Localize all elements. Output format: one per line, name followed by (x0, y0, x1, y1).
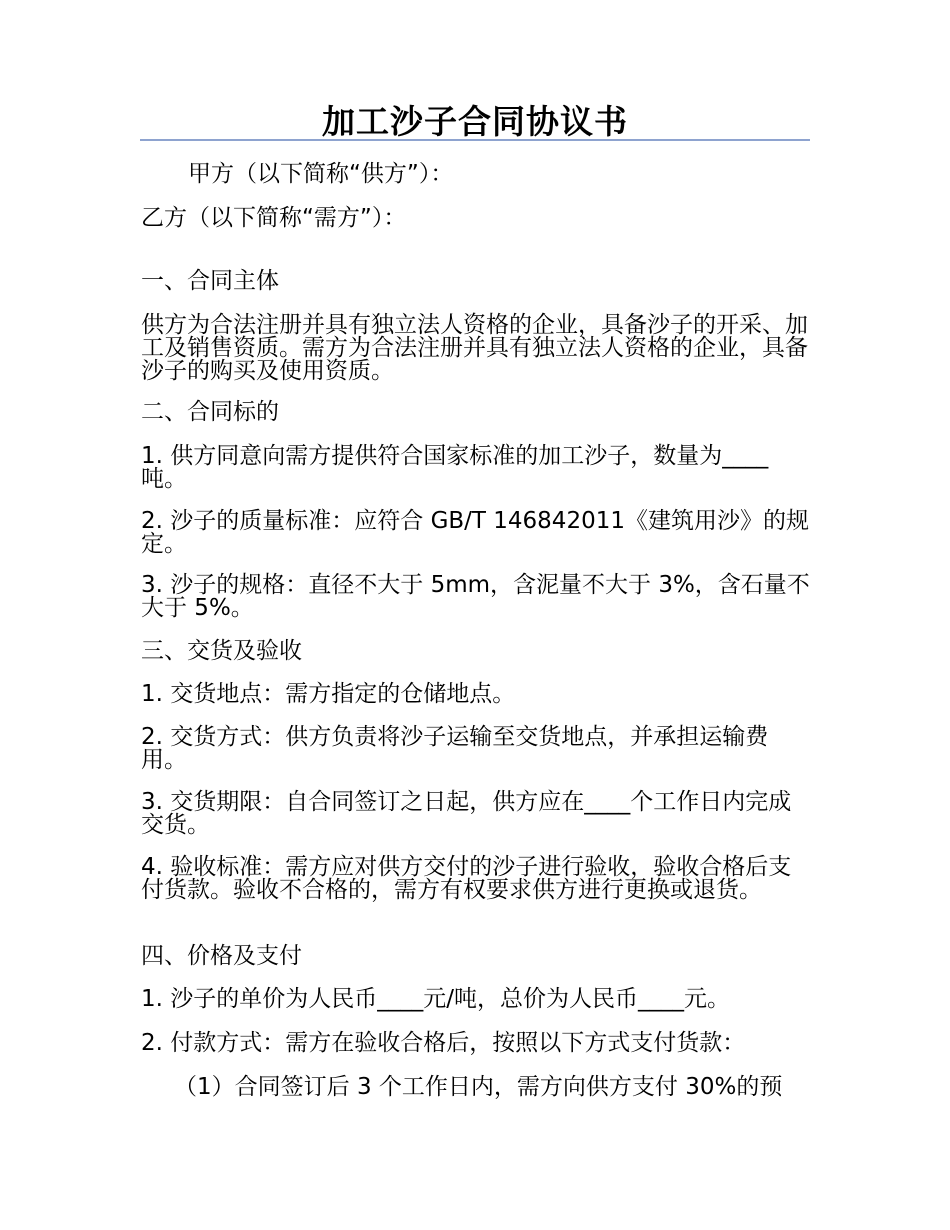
section-1-body: 供方为合法注册并具有独立法人资格的企业，具备沙子的开采、加工及销售资质。需方为合法注册并具有独立法人资格的企业，具备沙子的购买及使用资质。 (141, 312, 808, 384)
section-2-item-2: 2. 沙子的质量标准：应符合 GB/T 146842011《建筑用沙》的规定。 (141, 508, 809, 557)
section-4-item-2: 2. 付款方式：需方在验收合格后，按照以下方式支付货款： (141, 1030, 746, 1056)
section-2-heading: 二、合同标的 (141, 399, 279, 425)
section-4-item-2-sub-1: （1）合同签订后 3 个工作日内，需方向供方支付 30%的预 (174, 1074, 783, 1100)
section-2-item-3: 3. 沙子的规格：直径不大于 5mm，含泥量不大于 3%，含石量不大于 5%。 (141, 572, 810, 621)
section-3-item-4: 4. 验收标准：需方应对供方交付的沙子进行验收，验收合格后支付货款。验收不合格的，需方有权要求供方进行更换或退货。 (141, 854, 792, 903)
section-2-item-1: 1. 供方同意向需方提供符合国家标准的加工沙子，数量为____吨。 (141, 443, 769, 492)
section-3-item-2: 2. 交货方式：供方负责将沙子运输至交货地点，并承担运输费用。 (141, 724, 769, 773)
party-b-line: 乙方（以下简称“需方”）： (141, 205, 407, 231)
party-a-line: 甲方（以下简称“供方”）： (188, 161, 454, 187)
section-3-item-3: 3. 交货期限：自合同签订之日起，供方应在____个工作日内完成交货。 (141, 789, 792, 838)
section-4-heading: 四、价格及支付 (141, 943, 302, 969)
document-title: 加工沙子合同协议书 (322, 102, 628, 141)
title-underline (140, 139, 810, 141)
section-4-item-1: 1. 沙子的单价为人民币____元/吨，总价为人民币____元。 (141, 986, 731, 1012)
section-3-heading: 三、交货及验收 (141, 638, 302, 664)
section-1-heading: 一、合同主体 (141, 268, 279, 294)
section-3-item-1: 1. 交货地点：需方指定的仓储地点。 (141, 681, 516, 707)
